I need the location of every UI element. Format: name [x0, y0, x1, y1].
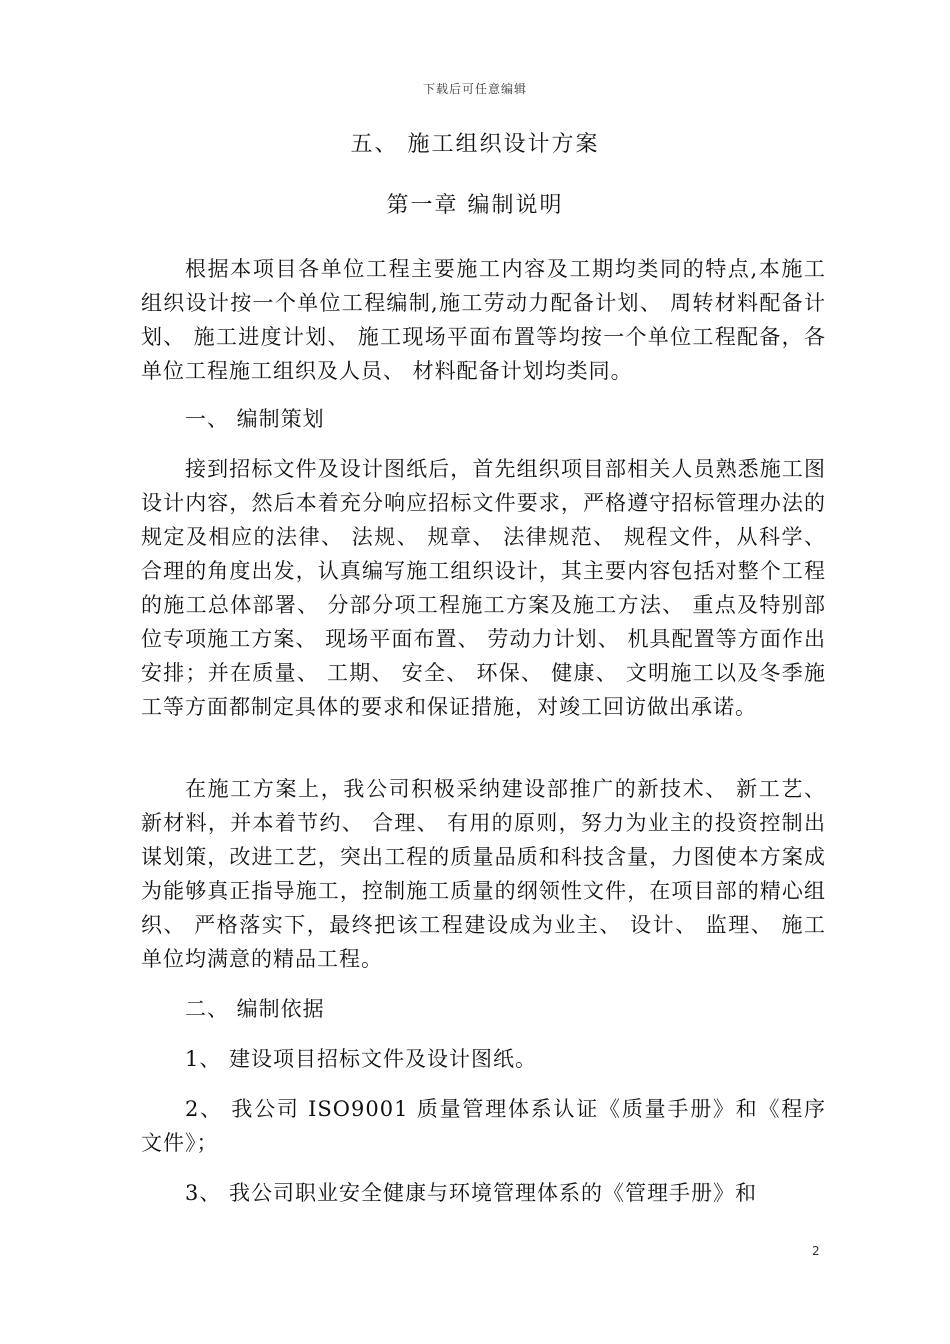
page-header: 下载后可任意编辑 — [422, 82, 527, 96]
document-title: 五、 施工组织设计方案 — [350, 132, 600, 157]
planning-paragraph-1: 接到招标文件及设计图纸后，首先组织项目部相关人员熟悉施工图设计内容，然后本着充分响应招标文件要求，严格遵守招标管理办法的规定及相应的法律、 法规、 规章、 法律规范、 规程文件，从科学、 合理的角度出发，认真编写施工组织设计，其主要内容包括对整个工程的施工总体部署、 分部分项工程施工方案及施工方法、 重点及特别部位专项施工方案、 现场平面布置、 劳动力计划、 机具配置等方面作出安排；并在质量、 工期、 安全、 环保、 健康、 文明施工以及冬季施工等方面都制定具体的要求和保证措施，对竣工回访做出承诺。 — [141, 457, 826, 719]
basis-item-3: 3、 我公司职业安全健康与环境管理体系的《管理手册》和 — [185, 1181, 758, 1205]
planning-paragraph-2: 在施工方案上，我公司积极采纳建设部推广的新技术、 新工艺、 新材料，并本着节约、 合理、 有用的原则，努力为业主的投资控制出谋划策，改进工艺，突出工程的质量品质和科技含量，力图使本方案成为能够真正指导施工，控制施工质量的纲领性文件，在项目部的精心组织、 严格落实下，最终把该工程建设成为业主、 设计、 监理、 施工单位均满意的精品工程。 — [141, 777, 826, 971]
page-number: 2 — [812, 1244, 820, 1258]
basis-item-1: 1、 建设项目招标文件及设计图纸。 — [185, 1047, 538, 1071]
basis-item-2: 2、 我公司 ISO9001 质量管理体系认证《质量手册》和《程序文件》； — [141, 1097, 826, 1155]
section-heading-planning: 一、 编制策划 — [185, 407, 325, 431]
section-heading-basis: 二、 编制依据 — [185, 997, 325, 1021]
intro-paragraph: 根据本项目各单位工程主要施工内容及工期均类同的特点,本施工组织设计按一个单位工程编制,施工劳动力配备计划、 周转材料配备计划、 施工进度计划、 施工现场平面布置等均按一个单位工程配备，各单位工程施工组织及人员、 材料配备计划均类同。 — [141, 257, 826, 383]
chapter-title: 第一章 编制说明 — [386, 193, 564, 218]
